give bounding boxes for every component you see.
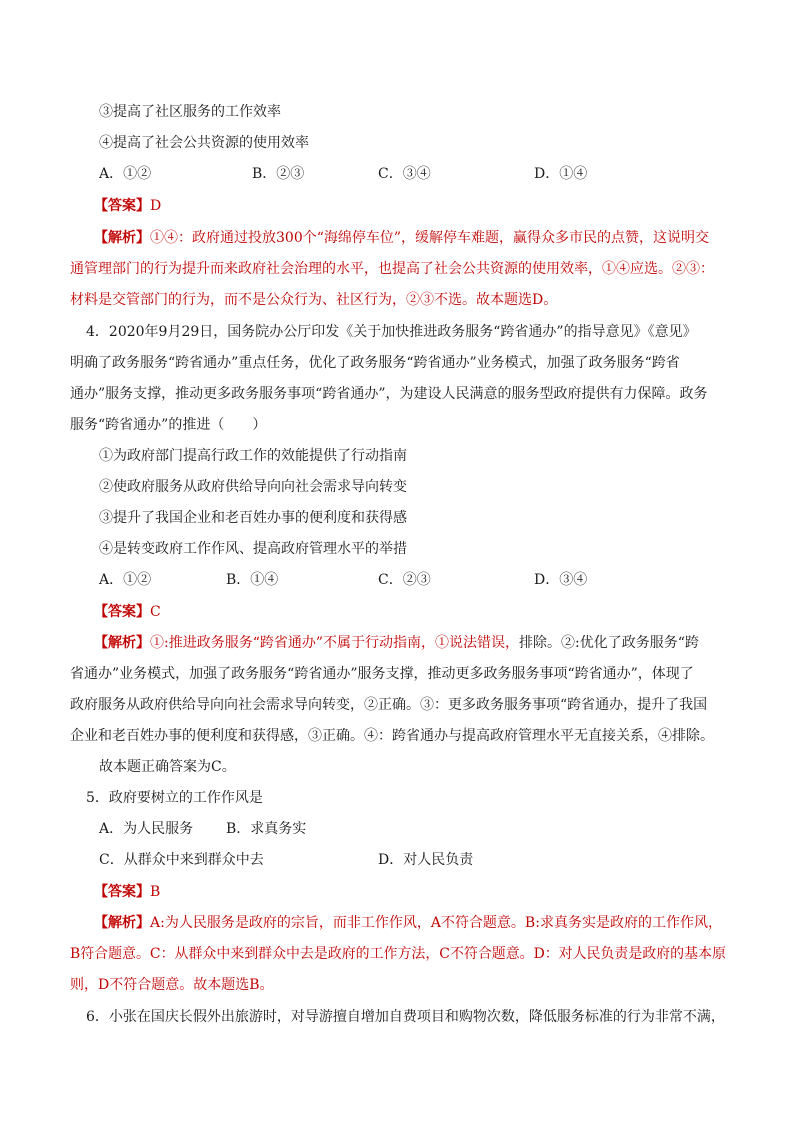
q4-analysis-line-1: 【解析】①:推进政务服务“跨省通办”不属于行动指南，①说法错误，排除。②:优化了政务服务“跨: [94, 635, 699, 651]
q5-analysis-line-3: 则，D不符合题意。故本题选B。: [70, 977, 274, 993]
q4-stem-line-4: 服务“跨省通办”的推进（ ）: [70, 417, 267, 433]
q5-analysis-line-2: B符合题意。C：从群众中来到群众中去是政府的工作方法，C不符合题意。D：对人民负责是政府的基本原: [70, 946, 726, 962]
q4-stem-line-2: 明确了政务服务“跨省通办”重点任务，优化了政务服务“跨省通办”业务模式，加强了政务服务“跨省: [70, 355, 680, 371]
q4-analysis-line-4: 企业和老百姓办事的便利度和获得感，③正确。④：跨省通办与提高政府管理水平无直接关系，④排除。: [70, 728, 714, 744]
answer-label: 【答案】: [94, 198, 150, 214]
q5-option-d: D．对人民负责: [378, 852, 474, 868]
q5-stem: 5．政府要树立的工作作风是: [86, 790, 263, 806]
q6-stem: 6．小张在国庆长假外出旅游时，对导游擅自增加自费项目和购物次数，降低服务标准的行为非常不满，: [86, 1009, 725, 1025]
q4-stem-line-3: 通办”服务支撑，推动更多政务服务事项“跨省通办”，为建设人民满意的服务型政府提供有力保障。政务: [70, 386, 708, 402]
q3-option-b: B．②③: [252, 166, 305, 182]
answer-label: 【答案】: [94, 884, 150, 900]
q4-analysis-line-3: 政府服务从政府供给导向向社会需求导向转变，②正确。③：更多政务服务事项“跨省通办，提升了我国: [70, 697, 708, 713]
q5-option-c: C．从群众中来到群众中去: [99, 852, 264, 868]
q3-analysis-line-3: 材料是交管部门的行为，而不是公众行为、社区行为，②③不选。故本题选D。: [70, 292, 558, 308]
q4-option-c: C．②③: [378, 572, 431, 588]
answer-label: 【答案】: [94, 604, 150, 620]
q4-option-d: D．③④: [534, 572, 588, 588]
q3-item-4: ④提高了社会公共资源的使用效率: [99, 135, 309, 151]
q4-analysis-line-2: 省通办”业务模式，加强了政务服务“跨省通办”服务支撑，推动更多政务服务事项“跨省通办”，体现了: [70, 666, 694, 682]
q5-analysis-line-1: 【解析】A:为人民服务是政府的宗旨，而非工作作风，A不符合题意。B:求真务实是政府的工作作风，: [94, 915, 722, 931]
q4-option-a: A．①②: [99, 572, 152, 588]
q4-item-3: ③提升了我国企业和老百姓办事的便利度和获得感: [99, 510, 407, 526]
answer-value: C: [150, 604, 161, 620]
q3-option-d: D．①④: [534, 166, 588, 182]
q4-stem-line-1: 4．2020年9月29日，国务院办公厅印发《关于加快推进政务服务“跨省通办”的指导意见》《意见》: [86, 324, 697, 340]
q4-option-b: B．①④: [226, 572, 279, 588]
analysis-label: 【解析】: [94, 230, 150, 246]
q3-option-a: A．①②: [99, 166, 152, 182]
analysis-label: 【解析】: [94, 635, 150, 651]
q4-item-2: ②使政府服务从政府供给导向向社会需求导向转变: [99, 479, 407, 495]
q3-item-3: ③提高了社区服务的工作效率: [99, 104, 281, 120]
q4-answer: [94, 604, 161, 620]
answer-value: D: [150, 198, 162, 214]
q4-analysis-line-5: 故本题正确答案为C。: [99, 759, 236, 775]
q3-analysis-line-2: 通管理部门的行为提升而来政府社会治理的水平，也提高了社会公共资源的使用效率，①④应选。②③：: [70, 261, 714, 277]
q5-option-a: A．为人民服务: [99, 821, 194, 837]
q3-option-c: C．③④: [378, 166, 431, 182]
q3-answer: [94, 198, 161, 214]
analysis-label: 【解析】: [94, 915, 150, 931]
q4-item-1: ①为政府部门提高行政工作的效能提供了行动指南: [99, 448, 407, 464]
answer-value: B: [150, 884, 161, 900]
q5-answer: [94, 884, 160, 900]
q5-option-b: B．求真务实: [226, 821, 307, 837]
q4-item-4: ④是转变政府工作作风、提高政府管理水平的举措: [99, 541, 407, 557]
q3-analysis-line-1: 【解析】①④：政府通过投放300个“海绵停车位”，缓解停车难题，赢得众多市民的点赞，这说明交: [94, 230, 710, 246]
